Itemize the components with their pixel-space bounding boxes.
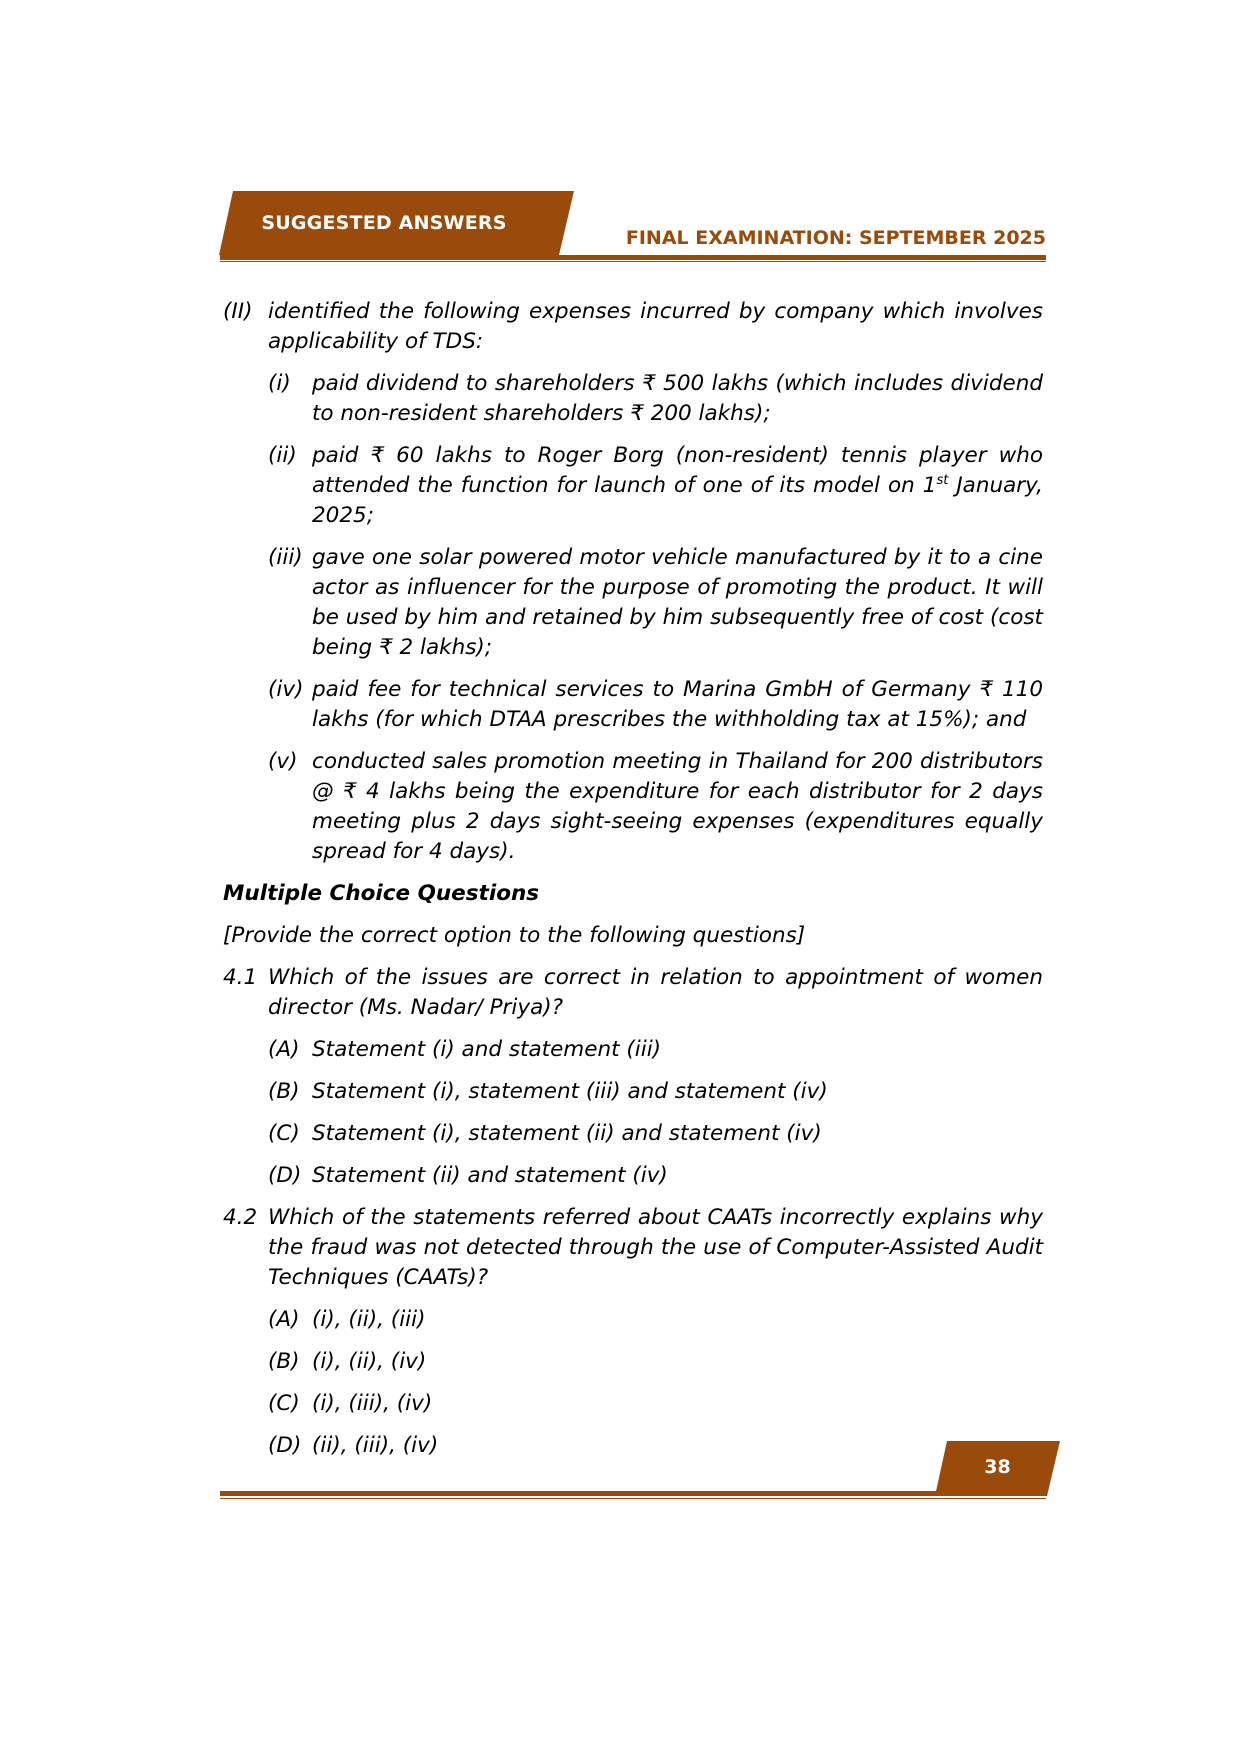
- option-label: (D): [268, 1163, 302, 1188]
- option-text: Statement (i), statement (ii) and statement (iv): [312, 1121, 822, 1146]
- answer-option: [223, 1305, 1043, 1335]
- ordinal-suffix: st: [936, 472, 949, 488]
- mcq-heading: Multiple Choice Questions: [223, 881, 540, 906]
- answer-option: [223, 1119, 1043, 1149]
- answer-option: [223, 1161, 1043, 1191]
- header-rule: [220, 255, 1046, 260]
- expense-item-text: paid dividend to shareholders ₹ 500 lakhs (which includes dividend to non-resident shareholders ₹ 200 lakhs);: [312, 371, 1043, 426]
- option-text: (i), (ii), (iv): [312, 1349, 427, 1374]
- expense-item: [223, 675, 1043, 735]
- header-rule-thin: [220, 261, 1046, 262]
- question-number: 4.1: [223, 965, 258, 990]
- option-label: (A): [268, 1307, 300, 1332]
- expense-item-label: (ii): [268, 443, 297, 468]
- option-label: (D): [268, 1433, 302, 1458]
- option-text: Statement (ii) and statement (iv): [312, 1163, 668, 1188]
- answer-option: [223, 1431, 1043, 1461]
- option-label: (C): [268, 1391, 300, 1416]
- question: [223, 1203, 1043, 1293]
- expense-item-label: (i): [268, 371, 291, 396]
- expense-item: [223, 543, 1043, 663]
- mcq-instruction: [Provide the correct option to the following questions]: [223, 923, 806, 948]
- exam-title: FINAL EXAMINATION: SEPTEMBER 2025: [625, 227, 1046, 249]
- expense-item: [223, 747, 1043, 867]
- option-text: (ii), (iii), (iv): [312, 1433, 439, 1458]
- question-text: Which of the statements referred about CAATs incorrectly explains why the fraud was not detected through the use of Computer-Assisted Audit Techniques (CAATs)?: [268, 1205, 1043, 1290]
- answer-option: [223, 1035, 1043, 1065]
- page-number: 38: [984, 1456, 1011, 1478]
- expense-item-label: (iv): [268, 677, 304, 702]
- footer-rule: [220, 1491, 1046, 1496]
- answer-option: [223, 1077, 1043, 1107]
- question-text: Which of the issues are correct in relation to appointment of women director (Ms. Nadar/ Priya)?: [268, 965, 1043, 1020]
- expense-item-text: gave one solar powered motor vehicle manufactured by it to a cine actor as influencer for the purpose of promoting the product. It will be used by him and retained by him subsequently free of cost (cost being ₹ 2 lakhs);: [312, 545, 1043, 660]
- option-text: Statement (i), statement (iii) and statement (iv): [312, 1079, 828, 1104]
- question-number: 4.2: [223, 1205, 258, 1230]
- expense-item-text: paid ₹ 60 lakhs to Roger Borg (non-resident) tennis player who attended the function for launch of one of its model on 1: [312, 443, 1043, 498]
- expense-item: [223, 441, 1043, 531]
- section-ii: [223, 297, 1043, 357]
- option-text: Statement (i) and statement (iii): [312, 1037, 662, 1062]
- option-label: (A): [268, 1037, 300, 1062]
- option-label: (C): [268, 1121, 300, 1146]
- page-content: [223, 297, 1043, 1461]
- section-ii-label: (II): [223, 299, 253, 324]
- expense-item-label: (v): [268, 749, 298, 774]
- header-tab-label: SUGGESTED ANSWERS: [261, 212, 507, 234]
- option-text: (i), (ii), (iii): [312, 1307, 426, 1332]
- question: [223, 963, 1043, 1023]
- option-text: (i), (iii), (iv): [312, 1391, 433, 1416]
- option-label: (B): [268, 1079, 300, 1104]
- footer-rule-thin: [220, 1498, 1046, 1499]
- option-label: (B): [268, 1349, 300, 1374]
- expense-item: [223, 369, 1043, 429]
- answer-option: [223, 1347, 1043, 1377]
- header-tab: [219, 191, 574, 255]
- expense-item-text: conducted sales promotion meeting in Thailand for 200 distributors @ ₹ 4 lakhs being the expenditure for each distributor for 2 days meeting plus 2 days sight-seeing expenses (expenditures equally spread for 4 days).: [312, 749, 1043, 864]
- expense-item-label: (iii): [268, 545, 303, 570]
- page-number-box: [935, 1441, 1060, 1496]
- expense-item-text-end: January, 2025;: [312, 473, 1043, 528]
- expense-item-text: paid fee for technical services to Marina GmbH of Germany ₹ 110 lakhs (for which DTAA prescribes the withholding tax at 15%); and: [312, 677, 1043, 732]
- answer-option: [223, 1389, 1043, 1419]
- section-ii-text: identified the following expenses incurred by company which involves applicability of TDS:: [268, 299, 1043, 354]
